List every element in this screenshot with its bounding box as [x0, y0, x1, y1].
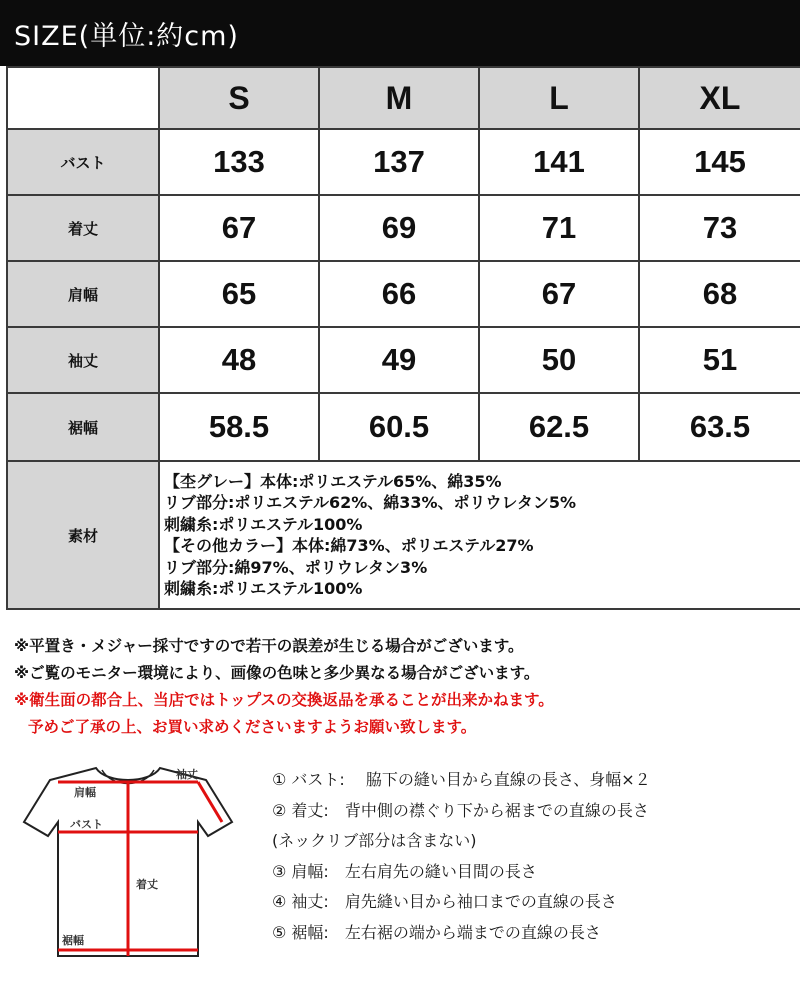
- material-line: 刺繍糸:ポリエステル100%: [164, 514, 363, 534]
- size-header-m: M: [319, 67, 479, 129]
- material-line: 【杢グレー】本体:ポリエステル65%、綿35%: [164, 471, 502, 491]
- diagram-label-sleeve: 袖丈: [176, 768, 198, 781]
- legend-length: ② 着丈: 背中側の襟ぐり下から裾までの直線の長さ: [272, 800, 649, 820]
- tshirt-diagram: [18, 760, 240, 960]
- cell-value: 51: [639, 327, 800, 393]
- cell-value: 50: [479, 327, 639, 393]
- row-sleeve: [7, 327, 800, 393]
- page-title: SIZE(単位:約cm): [14, 21, 239, 52]
- legend-length-note: (ネックリブ部分は含まない): [272, 831, 477, 850]
- cell-value: 137: [319, 129, 479, 195]
- cell-value: 73: [639, 195, 800, 261]
- row-label: バスト: [7, 129, 159, 195]
- size-header-l: L: [479, 67, 639, 129]
- material-line: リブ部分:ポリエステル62%、綿33%、ポリウレタン5%: [164, 493, 577, 512]
- note-measure: ※平置き・メジャー採寸ですので若干の誤差が生じる場合がございます。: [14, 637, 524, 655]
- measurement-legend: [272, 765, 651, 948]
- size-header-xl: XL: [639, 67, 800, 129]
- cell-value: 62.5: [479, 393, 639, 461]
- diagram-label-bust: バスト: [70, 818, 103, 831]
- legend-sleeve: ④ 袖丈: 肩先縫い目から袖口までの直線の長さ: [272, 892, 617, 911]
- cell-value: 49: [319, 327, 479, 393]
- cell-value: 66: [319, 261, 479, 327]
- cell-value: 65: [159, 261, 319, 327]
- size-header-row: [7, 67, 800, 129]
- row-label: 肩幅: [7, 261, 159, 327]
- note-monitor: ※ご覧のモニター環境により、画像の色味と多少異なる場合がございます。: [14, 664, 540, 682]
- row-hem: [7, 393, 800, 461]
- diagram-label-shoulder: 肩幅: [74, 786, 96, 799]
- row-label: 着丈: [7, 195, 159, 261]
- material-line: 刺繍糸:ポリエステル100%: [164, 579, 363, 598]
- corner-cell: [7, 67, 159, 129]
- cell-value: 141: [479, 129, 639, 195]
- legend-bust: ① バスト: 脇下の縫い目から直線の長さ、身幅×２: [272, 770, 651, 789]
- cell-value: 67: [479, 261, 639, 327]
- row-shoulder: [7, 261, 800, 327]
- row-label: 裾幅: [7, 393, 159, 461]
- row-bust: [7, 129, 800, 195]
- title-bar: [0, 0, 800, 66]
- size-table: [6, 66, 800, 610]
- material-cell: [159, 461, 800, 609]
- cell-value: 145: [639, 129, 800, 195]
- cell-value: 133: [159, 129, 319, 195]
- row-material: [7, 461, 800, 609]
- material-line: リブ部分:綿97%、ポリウレタン3%: [164, 557, 428, 577]
- material-line: 【その他カラー】本体:綿73%、ポリエステル27%: [164, 536, 534, 555]
- cell-value: 69: [319, 195, 479, 261]
- cell-value: 67: [159, 195, 319, 261]
- cell-value: 58.5: [159, 393, 319, 461]
- notes: [14, 633, 554, 741]
- diagram-label-hem: 裾幅: [62, 934, 84, 947]
- warning-confirm: 予めご了承の上、お買い求めくださいますようお願い致します。: [28, 718, 477, 736]
- diagram-label-length: 着丈: [136, 878, 158, 891]
- cell-value: 68: [639, 261, 800, 327]
- warning-hygiene: ※衛生面の都合上、当店ではトップスの交換返品を承ることが出来かねます。: [14, 691, 554, 709]
- size-header-s: S: [159, 67, 319, 129]
- material-label: 素材: [7, 461, 159, 609]
- cell-value: 48: [159, 327, 319, 393]
- cell-value: 71: [479, 195, 639, 261]
- legend-hem: ⑤ 裾幅: 左右裾の端から端までの直線の長さ: [272, 922, 601, 942]
- row-length: [7, 195, 800, 261]
- cell-value: 63.5: [639, 393, 800, 461]
- cell-value: 60.5: [319, 393, 479, 461]
- row-label: 袖丈: [7, 327, 159, 393]
- legend-shoulder: ③ 肩幅: 左右肩先の縫い目間の長さ: [272, 861, 537, 881]
